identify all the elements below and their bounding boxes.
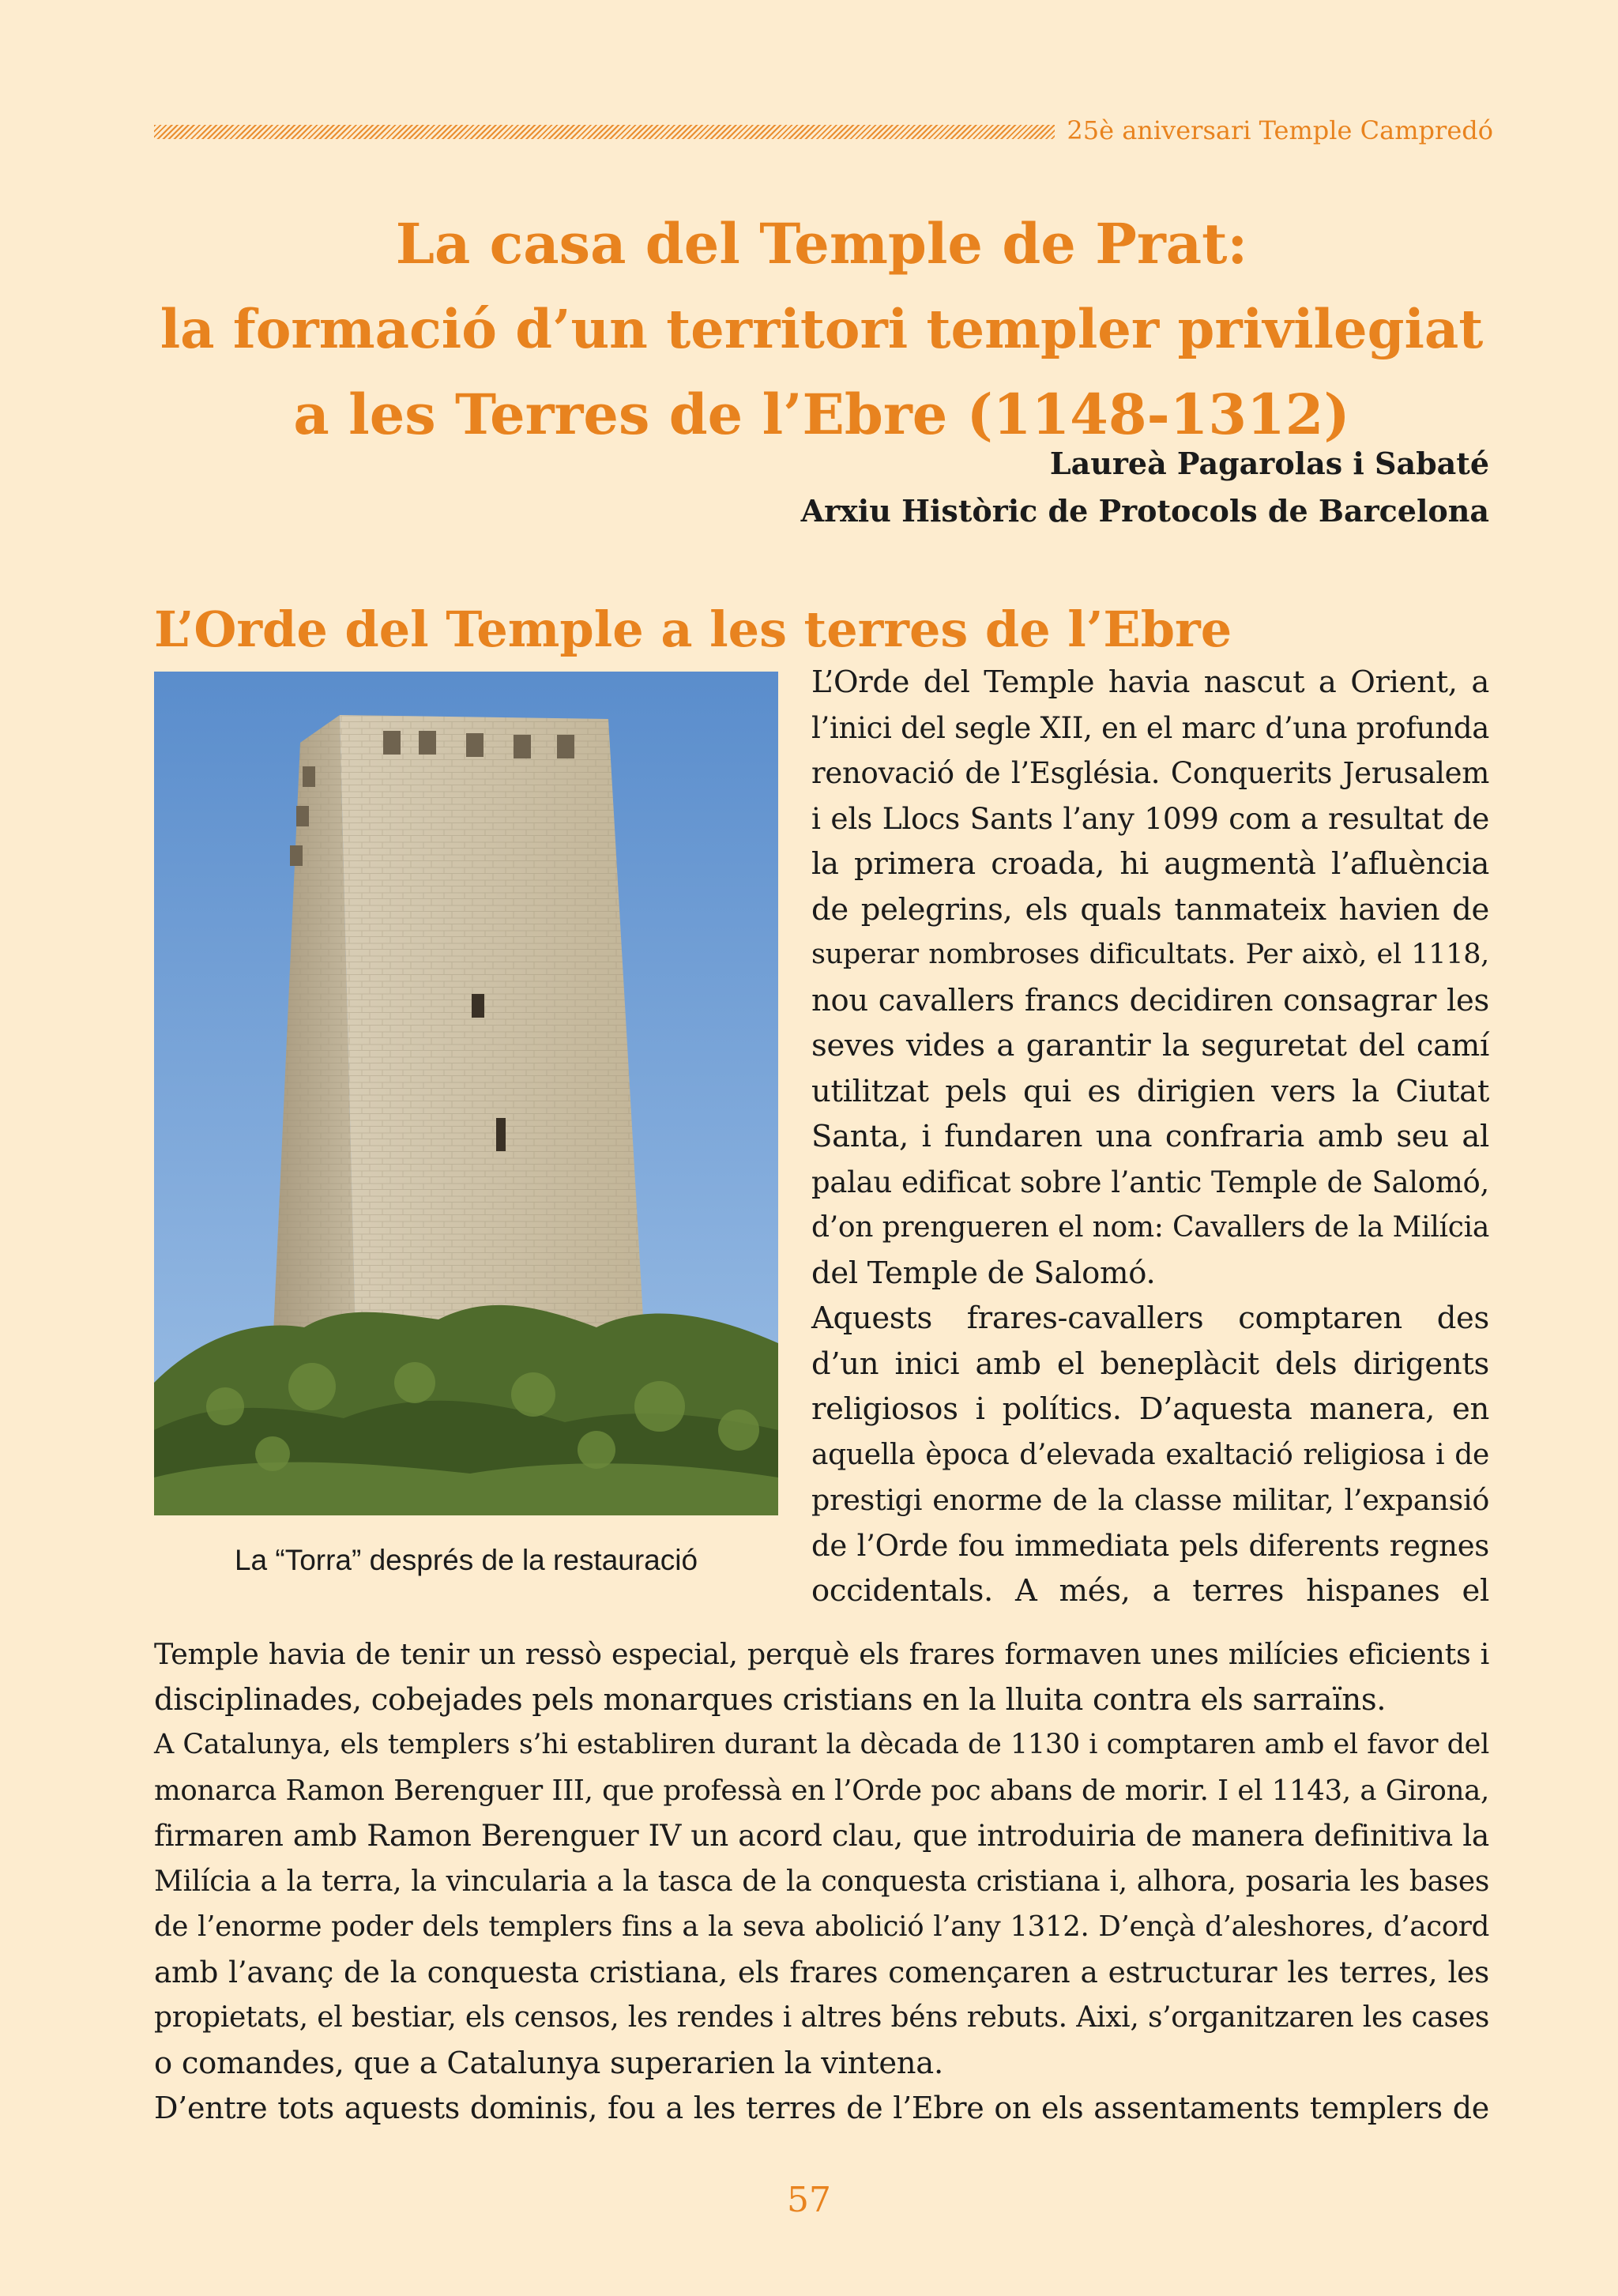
- body-line: de l’Orde fou immediata pels diferents regnes: [811, 1528, 1489, 1563]
- body-line: propietats, el bestiar, els censos, les rendes i altres béns rebuts. Aixi, s’organitzaren les cases: [154, 2001, 1489, 2034]
- tower-photo: [154, 672, 778, 1515]
- title-line: La casa del Temple de Prat:: [395, 211, 1248, 277]
- body-line: de pelegrins, els quals tanmateix havien de: [811, 891, 1489, 928]
- body-line: Santa, i fundaren una confraria amb seu al: [811, 1119, 1489, 1154]
- author-name: Laureà Pagarolas i Sabaté: [1049, 446, 1489, 481]
- body-line: de l’enorme poder dels templers fins a la seva abolició l’any 1312. D’ençà d’aleshores, d’acord: [154, 1910, 1489, 1943]
- article-title: [154, 201, 1489, 457]
- body-line: superar nombroses dificultats. Per això, el 1118,: [811, 939, 1489, 970]
- body-full-width: [154, 1632, 1489, 2132]
- title-line: la formació d’un territori templer privilegiat: [160, 298, 1484, 360]
- body-line: la primera croada, hi augmentà l’afluència: [811, 846, 1489, 882]
- body-line: A Catalunya, els templers s’hi establiren durant la dècada de 1130 i comptaren amb el favor del: [154, 1729, 1489, 1760]
- section-heading: L’Orde del Temple a les terres de l’Ebre: [154, 600, 1232, 658]
- author-affiliation: Arxiu Històric de Protocols de Barcelona: [800, 493, 1489, 529]
- photo-caption: La “Torra” després de la restauració: [234, 1544, 698, 1576]
- body-line: prestigi enorme de la classe militar, l’expansió: [811, 1483, 1489, 1517]
- body-line: amb l’avanç de la conquesta cristiana, els frares començaren a estructurar les terres, les: [154, 1954, 1489, 1989]
- body-line: seves vides a garantir la seguretat del camí: [811, 1028, 1489, 1063]
- body-line: d’un inici amb el beneplàcit dels dirigents: [811, 1346, 1489, 1382]
- body-line: aquella època d’elevada exaltació religiosa i de: [811, 1438, 1489, 1471]
- body-line: d’on prengueren el nom: Cavallers de la Milícia: [811, 1211, 1489, 1244]
- body-line: disciplinades, cobejades pels monarques cristians en la lluita contra els sarraïns.: [154, 1681, 1387, 1718]
- body-column-right: [811, 660, 1489, 1614]
- body-line: firmaren amb Ramon Berenguer IV un acord clau, que introduiria de manera definitiva la: [154, 1818, 1489, 1853]
- page-number: 57: [787, 2180, 831, 2220]
- body-line: Temple havia de tenir un ressò especial, perquè els frares formaven unes milícies eficients i: [154, 1637, 1489, 1671]
- body-line: Aquests frares-cavallers comptaren des: [811, 1300, 1489, 1336]
- body-line: l’inici del segle XII, en el marc d’una profunda: [811, 710, 1489, 745]
- body-line: utilitzat pels qui es dirigien vers la Ciutat: [811, 1073, 1489, 1109]
- running-header: 25è aniversari Temple Campredó: [1067, 115, 1493, 145]
- body-line: palau edificat sobre l’antic Temple de Salomó,: [811, 1165, 1489, 1199]
- body-line: renovació de l’Església. Conquerits Jerusalem: [811, 756, 1489, 790]
- body-line: D’entre tots aquests dominis, fou a les terres de l’Ebre on els assentaments templers de: [154, 2091, 1489, 2125]
- body-line: i els Llocs Sants l’any 1099 com a resultat de: [811, 800, 1489, 836]
- body-line: monarca Ramon Berenguer III, que professà en l’Orde poc abans de morir. I el 1143, a Girona,: [154, 1774, 1489, 1807]
- body-line: Milícia a la terra, la vincularia a la tasca de la conquesta cristiana i, alhora, posaria les bases: [154, 1865, 1489, 1898]
- body-line: religiosos i polítics. D’aquesta manera, en: [811, 1391, 1489, 1427]
- body-line: L’Orde del Temple havia nascut a Orient, a: [811, 664, 1489, 700]
- title-line: a les Terres de l’Ebre (1148-1312): [293, 382, 1350, 447]
- body-line: o comandes, que a Catalunya superarien la vintena.: [154, 2045, 943, 2081]
- body-line: del Temple de Salomó.: [811, 1255, 1156, 1291]
- body-line: nou cavallers francs decidiren consagrar les: [811, 982, 1489, 1018]
- body-line: occidentals. A més, a terres hispanes el: [811, 1573, 1489, 1609]
- header-decorative-rule: [154, 125, 1055, 139]
